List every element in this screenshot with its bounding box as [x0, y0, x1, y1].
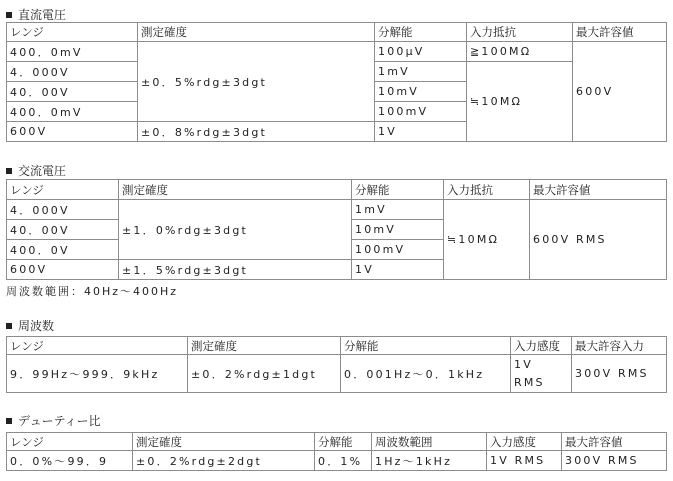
range-cell: 40．00V: [7, 82, 138, 102]
resolution-cell: 100mV: [352, 240, 444, 260]
frequency-range-cell: 1Hz～1kHz: [372, 451, 487, 471]
table-header-row: [7, 180, 667, 200]
square-bullet-icon: [6, 418, 12, 424]
header-range: レンジ: [7, 433, 133, 451]
header-max: 最大許容値: [562, 433, 667, 451]
resolution-cell: 100μV: [375, 42, 467, 62]
duty-ratio-table: [6, 432, 667, 471]
accuracy-cell: ±0．2%rdg±2dgt: [133, 451, 315, 471]
range-cell: 400．0mV: [7, 42, 138, 62]
input-resistance-cell: ≒10MΩ: [467, 62, 573, 142]
table-header-row: [7, 433, 667, 451]
range-cell: 4．000V: [7, 200, 119, 220]
accuracy-cell: ±0．8%rdg±3dgt: [138, 122, 375, 142]
header-accuracy: 測定確度: [133, 433, 315, 451]
ac-voltage-table: [6, 179, 667, 280]
resolution-cell: 100mV: [375, 102, 467, 122]
range-cell: 9．99Hz～999．9kHz: [7, 355, 188, 393]
resolution-cell: 10mV: [352, 220, 444, 240]
range-cell: 600V: [7, 260, 119, 280]
resolution-cell: 1mV: [352, 200, 444, 220]
header-range: レンジ: [7, 180, 119, 200]
range-cell: 4．000V: [7, 62, 138, 82]
resolution-cell: 0．1%: [315, 451, 372, 471]
resolution-cell: 1mV: [375, 62, 467, 82]
max-cell: 300V RMS: [562, 451, 667, 471]
header-input-resistance: 入力抵抗: [467, 23, 573, 42]
max-cell: 600V RMS: [530, 200, 667, 280]
ac-section-title: 交流電圧: [6, 164, 66, 178]
range-cell: 400．0mV: [7, 102, 138, 122]
resolution-cell: 0．001Hz～0．1kHz: [341, 355, 511, 393]
input-resistance-cell: ≒10MΩ: [444, 200, 530, 280]
accuracy-cell: ±1．0%rdg±3dgt: [119, 200, 352, 260]
range-cell: 400．0V: [7, 240, 119, 260]
input-resistance-cell: ≧100MΩ: [467, 42, 573, 62]
table-row: [7, 451, 667, 471]
square-bullet-icon: [6, 323, 12, 329]
header-max-input: 最大許容入力: [572, 337, 667, 355]
header-input-resistance: 入力抵抗: [444, 180, 530, 200]
frequency-range-note: 周波数範囲：40Hz～400Hz: [6, 285, 179, 298]
resolution-cell: 1V: [375, 122, 467, 142]
resolution-cell: 10mV: [375, 82, 467, 102]
frequency-table: [6, 336, 667, 393]
input-sensitivity-cell: 1V RMS: [511, 355, 572, 393]
header-range: レンジ: [7, 23, 138, 42]
table-row: [7, 355, 667, 393]
header-input-sensitivity: 入力感度: [511, 337, 572, 355]
resolution-cell: 1V: [352, 260, 444, 280]
header-max: 最大許容値: [530, 180, 667, 200]
header-resolution: 分解能: [375, 23, 467, 42]
freq-section-title: 周波数: [6, 319, 54, 333]
header-resolution: 分解能: [315, 433, 372, 451]
input-sensitivity-cell: 1V RMS: [487, 451, 562, 471]
header-input-sensitivity: 入力感度: [487, 433, 562, 451]
table-header-row: [7, 23, 667, 42]
range-cell: 40．00V: [7, 220, 119, 240]
accuracy-cell: ±0．2%rdg±1dgt: [188, 355, 341, 393]
table-row: [7, 200, 667, 220]
accuracy-cell: ±1．5%rdg±3dgt: [119, 260, 352, 280]
square-bullet-icon: [6, 168, 12, 174]
square-bullet-icon: [6, 12, 12, 18]
range-cell: 600V: [7, 122, 138, 142]
header-resolution: 分解能: [352, 180, 444, 200]
table-header-row: [7, 337, 667, 355]
max-input-cell: 300V RMS: [572, 355, 667, 393]
header-range: レンジ: [7, 337, 188, 355]
max-cell: 600V: [573, 42, 667, 142]
dc-section-title: 直流電圧: [6, 8, 66, 22]
header-accuracy: 測定確度: [188, 337, 341, 355]
table-row: [7, 42, 667, 62]
header-accuracy: 測定確度: [119, 180, 352, 200]
range-cell: 0．0%～99．9: [7, 451, 133, 471]
header-max: 最大許容値: [573, 23, 667, 42]
duty-section-title: デューティー比: [6, 414, 101, 428]
header-accuracy: 測定確度: [138, 23, 375, 42]
header-frequency-range: 周波数範囲: [372, 433, 487, 451]
accuracy-cell: ±0．5%rdg±3dgt: [138, 42, 375, 122]
header-resolution: 分解能: [341, 337, 511, 355]
dc-voltage-table: [6, 22, 667, 142]
